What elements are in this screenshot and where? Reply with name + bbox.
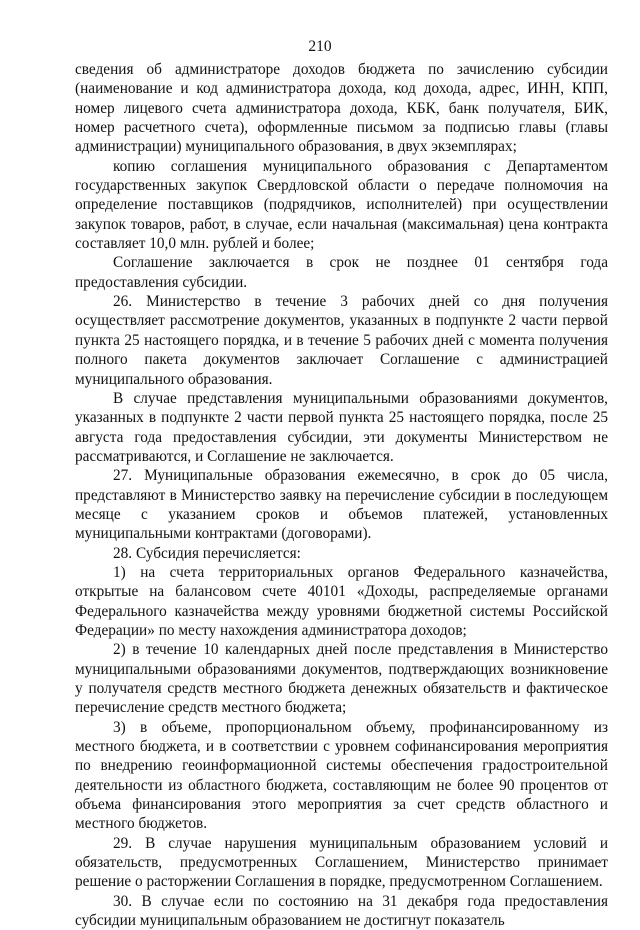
paragraph-procurement-agreement: копию соглашения муниципального образования с Департаментом государственных закупок Свердловской области о передаче полномочия на определение поставщиков (подрядчиков, исполнителей) при осуществлении закупок товаров, работ, в случае, если начальная (максимальная) цена контракта составляет 10,0 млн. рублей и более; [75, 157, 608, 253]
page-number: 210 [308, 38, 332, 55]
paragraph-item-28-3: 3) в объеме, пропорциональном объему, профинансированному из местного бюджета, и в соответствии с уровнем софинансирования мероприятия по внедрению геоинформационной системы обеспечения градостроительной деятельности из областного бюджета, составляющим не более 90 процентов от объема финансирования этого мероприятия за счет средств областного и местного бюджетов. [75, 718, 608, 833]
paragraph-item-28: 28. Субсидия перечисляется: [113, 544, 301, 562]
document-body [75, 60, 608, 930]
paragraph-agreement-deadline: Соглашение заключается в срок не позднее 01 сентября года предоставления субсидии. [75, 254, 608, 291]
paragraph-item-26: 26. Министерство в течение 3 рабочих дней со дня получения осуществляет рассмотрение документов, указанных в подпункте 2 части первой пункта 25 настоящего порядка, и в течение 5 рабочих дней с момента получения полного пакета документов заключает Соглашение с администрацией муниципального образования. [75, 293, 608, 388]
paragraph-item-28-2: 2) в течение 10 календарных дней после представления в Министерство муниципальными образованиями документов, подтверждающих возникновение у получателя средств местного бюджета денежных обязательств и фактическое перечисление средств местного бюджета; [75, 641, 608, 717]
paragraph-item-27: 27. Муниципальные образования ежемесячно, в срок до 05 числа, представляют в Министерство заявку на перечисление субсидии в последующем месяце с указанием сроков и объемов платежей, установленных муниципальными контрактами (договорами). [75, 467, 608, 543]
paragraph-item-28-1: 1) на счета территориальных органов Федерального казначейства, открытые на балансовом счете 40101 «Доходы, распределяемые органами Федерального казначейства между уровнями бюджетной системы Российской Федерации» по месту нахождения администратора доходов; [75, 563, 608, 639]
paragraph-item-30: 30. В случае если по состоянию на 31 декабря года предоставления субсидии муниципальным образованием не достигнут показатель [75, 892, 608, 930]
paragraph-admin-info: сведения об администраторе доходов бюджета по зачислению субсидии (наименование и код администратора дохода, код дохода, адрес, ИНН, КПП, номер лицевого счета администратора дохода, КБК, банк получателя, БИК, номер расчетного счета), оформленные письмом за подписью главы (главы администрации) муниципального образования, в двух экземплярах; [75, 61, 608, 156]
paragraph-late-submission: В случае представления муниципальными образованиями документов, указанных в подпункте 2 части первой пункта 25 настоящего порядка, после 25 августа года предоставления субсидии, эти документы Министерством не рассматриваются, и Соглашение не заключается. [75, 389, 608, 465]
paragraph-item-29: 29. В случае нарушения муниципальным образованием условий и обязательств, предусмотренных Соглашением, Министерство принимает решение о расторжении Соглашения в порядке, предусмотренном Соглашением. [75, 834, 608, 891]
